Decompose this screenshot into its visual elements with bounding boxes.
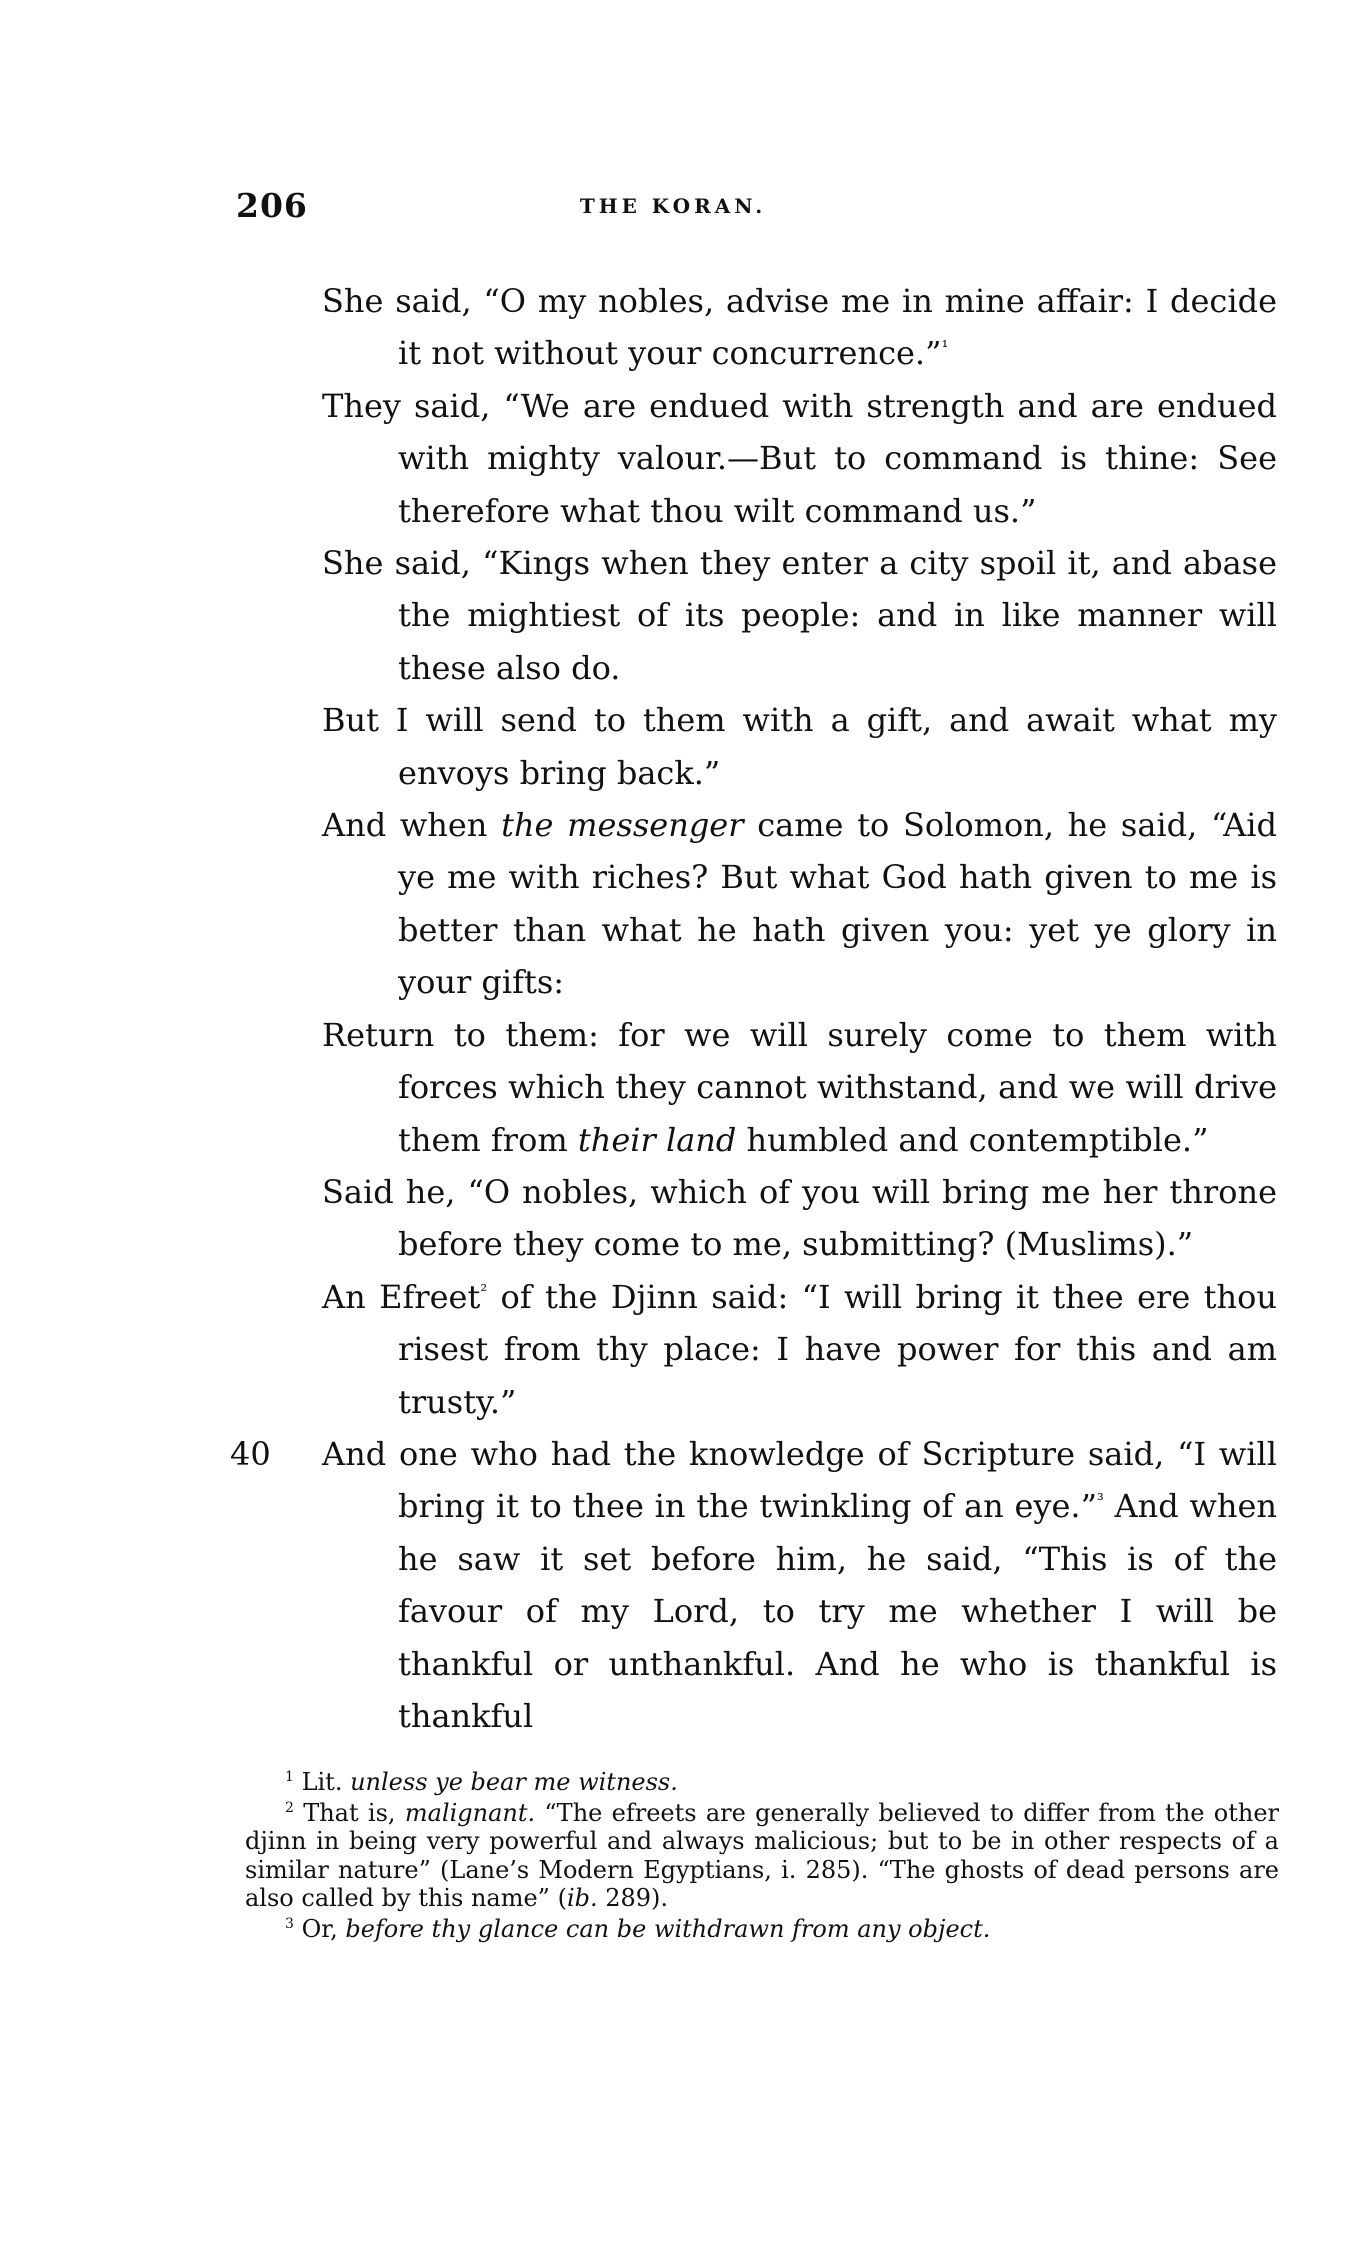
verse bbox=[322, 1166, 1277, 1271]
verse-italic-part: their land bbox=[577, 1120, 737, 1159]
verse-text-part: She said, “Kings when they enter a city spoil it, and abase the mightiest of its people: and in like manner will these also do. bbox=[322, 544, 1277, 687]
footnote-italic: unless ye bear me witness. bbox=[350, 1768, 678, 1796]
footnote-ref: ¹ bbox=[941, 337, 949, 358]
verse-text-part: And when bbox=[322, 806, 502, 845]
verse-number: 40 bbox=[230, 1434, 271, 1473]
page-number: 206 bbox=[236, 186, 308, 225]
verse bbox=[322, 275, 1277, 380]
verse-text-part: And when he saw it set before him, he said, “This is of the favour of my Lord, to try me whether I will be thankful or unthankful. And he who is thankful is thankful bbox=[398, 1487, 1278, 1735]
verse bbox=[322, 1009, 1277, 1166]
verse-text-part: came to Solomon, he said, “Aid ye me with riches? But what God hath given to me is better than what he hath given you: yet ye glory in your gifts: bbox=[398, 806, 1278, 1002]
verse bbox=[322, 380, 1277, 537]
footnote-ref: ³ bbox=[1096, 1490, 1104, 1511]
verse-text-part: Said he, “O nobles, which of you will bring me her throne before they come to me, submitting? (Muslims).” bbox=[322, 1172, 1277, 1264]
footnote-text: That is, bbox=[303, 1798, 405, 1827]
footnote bbox=[245, 1768, 1279, 1797]
footnote-text: 289). bbox=[597, 1884, 669, 1912]
footnote bbox=[245, 1915, 1279, 1944]
footnote-mark: 1 bbox=[285, 1769, 294, 1785]
footnotes bbox=[245, 1768, 1279, 1945]
verse-italic-part: the messenger bbox=[501, 806, 744, 845]
footnote-italic: before thy glance can be withdrawn from any object. bbox=[345, 1914, 991, 1943]
footnote-text: “The efreets are generally believed to differ from the other djinn in being very powerful and always malicious; but to be in other respects of a similar nature” (Lane’s Modern Egyptians, i. 285). “The ghosts of dead persons are also called by this name” ( bbox=[245, 1798, 1279, 1912]
verse bbox=[322, 537, 1277, 694]
verse-text-part: Return to them: for we will surely come to them with forces which they cannot withstand, and we will drive them from bbox=[322, 1015, 1277, 1159]
verse-text-part: But I will send to them with a gift, and await what my envoys bring back.” bbox=[322, 701, 1277, 792]
page-header bbox=[0, 186, 1346, 226]
footnote-italic: ib. bbox=[566, 1884, 598, 1912]
verse-text-part: And one who had the knowledge of Scripture said, “I will bring it to thee in the twinkling of an eye.” bbox=[322, 1434, 1277, 1526]
footnote-italic: malignant. bbox=[404, 1798, 536, 1827]
verse-text-part: An Efreet bbox=[322, 1277, 481, 1316]
verse-text-part: humbled and contemptible.” bbox=[736, 1120, 1209, 1159]
footnote-mark: 2 bbox=[285, 1799, 294, 1816]
verse-text-part: She said, “O my nobles, advise me in mine affair: I decide it not without your concurrence.” bbox=[322, 282, 1277, 373]
verse bbox=[322, 799, 1277, 1009]
verse bbox=[230, 1428, 1278, 1742]
footnote-mark: 3 bbox=[285, 1915, 294, 1932]
verse-text-part: of the Djinn said: “I will bring it thee ere thou risest from thy place: I have power for this and am trusty.” bbox=[398, 1277, 1278, 1421]
verse bbox=[322, 694, 1277, 799]
verse bbox=[322, 1271, 1277, 1428]
footnote-text: Or, bbox=[301, 1914, 346, 1943]
verse-text bbox=[230, 275, 1278, 1742]
verse-text-part: They said, “We are endued with strength and are endued with mighty valour.—But to command is thine: See therefore what thou wilt command us.” bbox=[322, 386, 1277, 530]
footnote-ref: ² bbox=[480, 1281, 488, 1302]
footnote bbox=[245, 1799, 1279, 1913]
running-title: THE KORAN. bbox=[579, 194, 767, 218]
footnote-text: Lit. bbox=[301, 1768, 351, 1796]
